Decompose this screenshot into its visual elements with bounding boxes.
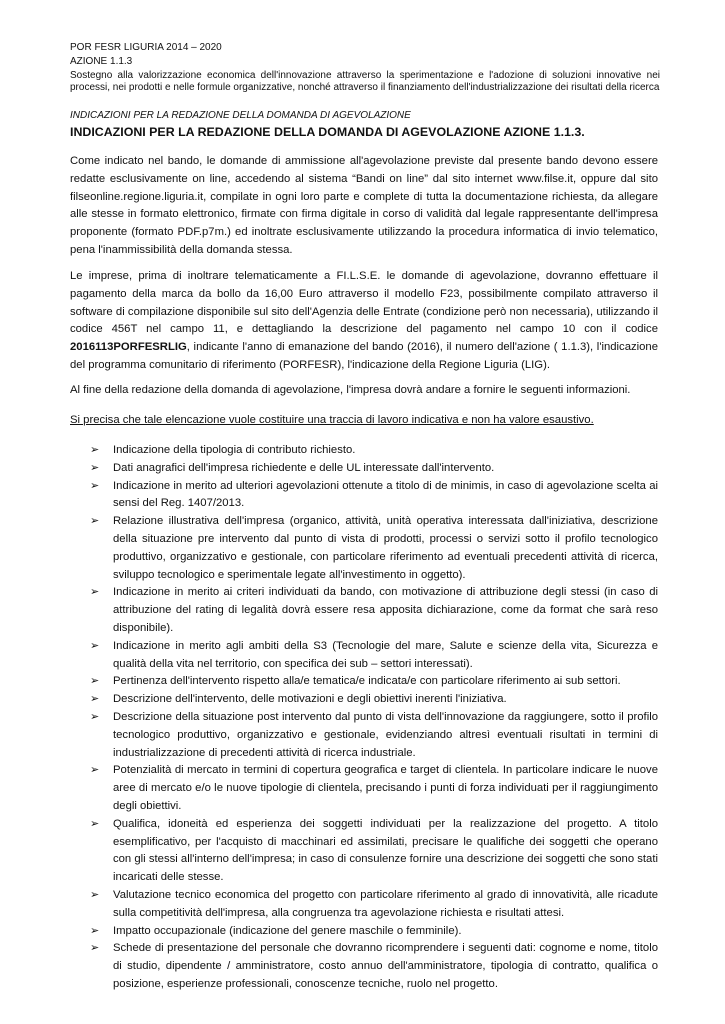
list-item: ➢ Indicazione in merito agli ambiti della S3 (Tecnologie del mare, Salute e scienze della vita, Sicurezza e qualità della vita nel territorio, con specifica dei sub – settori interessati).: [90, 639, 658, 670]
paragraph-payment: [70, 268, 658, 375]
list-item: ➢ Relazione illustrativa dell'impresa (organico, attività, unità operativa interessata dall'iniziativa, descrizione della situazione pre intervento dal punto di vista di prodotti, processi o servizi sotto il profilo tecnologico produttivo, organizzativo e gestionale, con particolare riferimento ad eventuali precedenti attività di ricerca, sviluppo tecnologico e sperimentale legate all'investimento in oggetto).: [90, 515, 658, 581]
arrow-bullet-icon: ➢: [90, 817, 100, 830]
list-item: ➢ Indicazione della tipologia di contributo richiesto.: [90, 442, 658, 460]
header-action: AZIONE 1.1.3: [70, 56, 133, 67]
arrow-bullet-icon: ➢: [90, 764, 100, 777]
arrow-bullet-icon: ➢: [90, 924, 100, 937]
list-item: ➢ Valutazione tecnico economica del progetto con particolare riferimento al grado di innovatività, alle ricadute sulla competitività dell'impresa, alla congruenza tra agevolazione richiesta e risultati attesi.: [90, 888, 658, 919]
list-item: ➢ Schede di presentazione del personale che dovranno ricomprendere i seguenti dati: cognome e nome, titolo di studio, dipendente / amministratore, costo annuo dell'amministratore, tipologia di contratto, qualifica o posizione, esperienze professionali, conoscenze tecniche, ruolo nel progetto.: [90, 942, 658, 990]
arrow-bullet-icon: ➢: [90, 586, 100, 599]
requirements-list: [90, 442, 658, 994]
list-item: ➢ Impatto occupazionale (indicazione del genere maschile o femminile).: [90, 923, 658, 941]
header-program: POR FESR LIGURIA 2014 – 2020: [70, 42, 222, 53]
arrow-bullet-icon: ➢: [90, 461, 100, 474]
list-item: ➢ Dati anagrafici dell'impresa richiedente e delle UL interessate dall'intervento.: [90, 460, 658, 478]
header-description: Sostegno alla valorizzazione economica dell'innovazione attraverso la sperimentazione e l'adozione di soluzioni innovative nei processi, nei prodotti e nelle formule organizzative, nonché attraverso il finanziamento dell'industrializzazione dei risultati della ricerca: [70, 70, 660, 93]
list-item: ➢ Pertinenza dell'intervento rispetto alla/e tematica/e indicata/e con particolare riferimento ai sub settori.: [90, 673, 658, 691]
list-item: ➢ Descrizione dell'intervento, delle motivazioni e degli obiettivi inerenti l'iniziativa.: [90, 691, 658, 709]
payment-code: 2016113PORFESRLIG: [70, 341, 187, 354]
arrow-bullet-icon: ➢: [90, 710, 100, 723]
list-item: ➢ Indicazione in merito ad ulteriori agevolazioni ottenute a titolo di de minimis, in caso di agevolazione scelta ai sensi del Reg. 1407/2013.: [90, 479, 658, 510]
arrow-bullet-icon: ➢: [90, 515, 100, 528]
arrow-bullet-icon: ➢: [90, 942, 100, 955]
list-item: ➢ Qualifica, idoneità ed esperienza dei soggetti individuati per la realizzazione del progetto. A titolo esemplificativo, per l'acquisto di macchinari ed assimilati, precisare le qualifiche dei soggetti che operano con gli stessi all'interno dell'impresa; in caso di consulenze fornire una descrizione dei soggetti che sono stati incaricati delle stesse.: [90, 817, 658, 884]
payment-text-start: Le imprese, prima di inoltrare telematicamente a FI.L.S.E. le domande di agevolazione, dovranno effettuare il pagamento della marca da bollo da 16,00 Euro attraverso il modello F23, possibilmente compilato attraverso il software di compilazione disponibile sul sito dell'Agenzia delle Entrate (condizione però non necessaria), utilizzando il codice 456T nel campo 11, e dettagliando la descrizione del pagamento nel campo 10 con il codice: [70, 270, 658, 336]
header-subtitle: INDICAZIONI PER LA REDAZIONE DELLA DOMANDA DI AGEVOLAZIONE: [70, 110, 411, 121]
arrow-bullet-icon: ➢: [90, 639, 100, 652]
arrow-bullet-icon: ➢: [90, 693, 100, 706]
paragraph-disclaimer: Si precisa che tale elencazione vuole costituire una traccia di lavoro indicativa e non ha valore esaustivo.: [70, 414, 594, 426]
list-item: ➢ Potenzialità di mercato in termini di copertura geografica e target di clientela. In particolare indicare le nuove aree di mercato e/o le nuove tipologie di clientela, precisando i punti di forza individuati per il raggiungimento degli obiettivi.: [90, 764, 658, 812]
arrow-bullet-icon: ➢: [90, 888, 100, 901]
list-item: ➢ Descrizione della situazione post intervento dal punto di vista dell'innovazione da raggiungere, sotto il profilo tecnologico produttivo, organizzativo e gestionale, evidenziando altresì eventuali risultati in termini di industrializzazione di precedenti attività di ricerca industriale.: [90, 710, 658, 759]
arrow-bullet-icon: ➢: [90, 675, 100, 688]
arrow-bullet-icon: ➢: [90, 479, 100, 492]
list-item: ➢ Indicazione in merito ai criteri individuati da bando, con motivazione di attribuzione degli stessi (in caso di attribuzione del rating di legalità dovrà essere resa apposita dichiarazione, come da format che sarà reso disponibile).: [90, 586, 658, 634]
document-title: INDICAZIONI PER LA REDAZIONE DELLA DOMANDA DI AGEVOLAZIONE AZIONE 1.1.3.: [70, 125, 585, 139]
arrow-bullet-icon: ➢: [90, 444, 100, 456]
paragraph-info-intro: Al fine della redazione della domanda di agevolazione, l'impresa dovrà andare a fornire le seguenti informazioni.: [70, 384, 631, 396]
paragraph-submission: Come indicato nel bando, le domande di ammissione all'agevolazione previste dal presente bando devono essere redatte esclusivamente on line, accedendo al sistema “Bandi on line” dal sito internet www.filse.it, oppure dal sito filseonline.regione.liguria.it, compilate in ogni loro parte e complete di tutta la documentazione richiesta, da allegare alle stesse in formato elettronico, firmate con firma digitale in corso di validità dal legale rappresentante dell'impresa proponente (formato PDF.p7m.) ed inoltrate esclusivamente utilizzando la procedura informatica di invio telematico, pena l'inammissibilità della domanda stessa.: [70, 155, 658, 256]
payment-text-end: , indicante l'anno di emanazione del bando (2016), il numero dell'azione ( 1.1.3), l'indicazione del programma comunitario di riferimento (PORFESR), l'indicazione della Regione Liguria (LIG).: [70, 341, 658, 371]
